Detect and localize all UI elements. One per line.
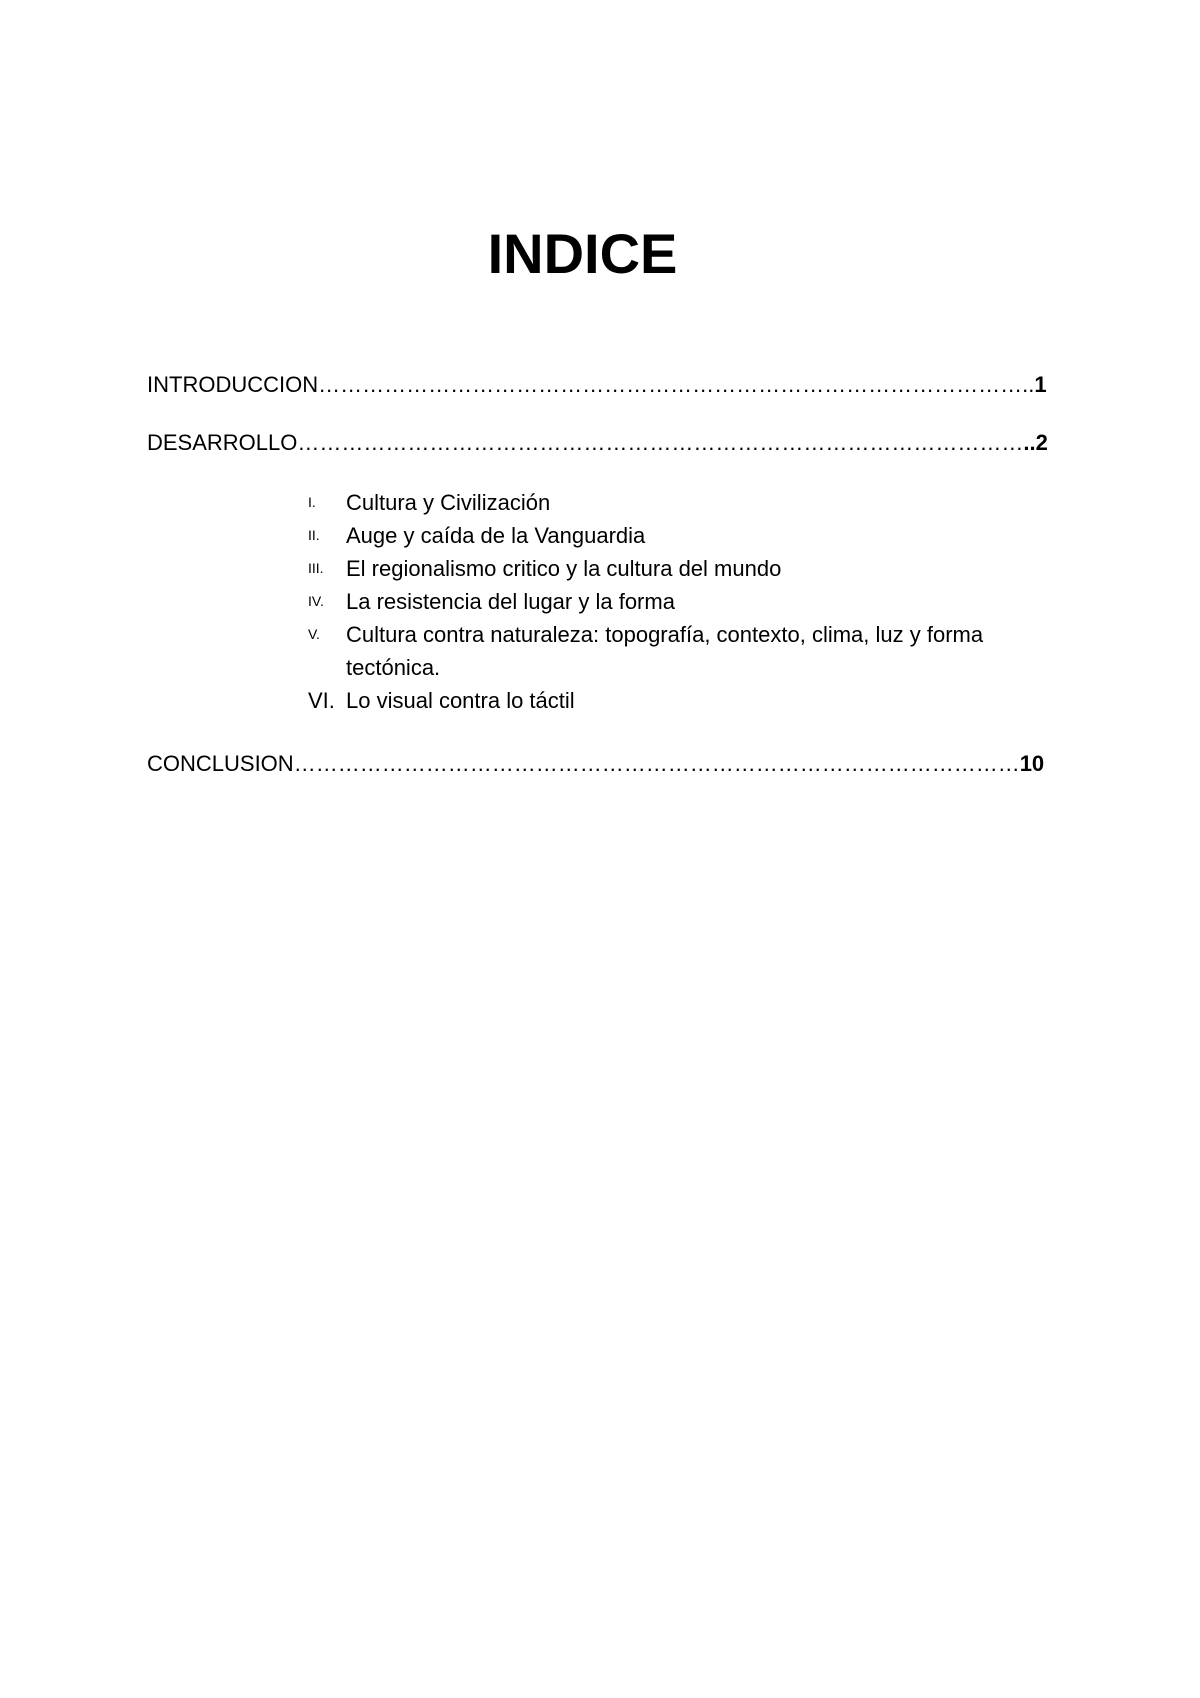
subsection-number: V. — [308, 626, 320, 642]
toc-page-number: 10 — [1019, 751, 1045, 776]
subsection-item — [308, 486, 1028, 519]
toc-entry-desarrollo — [147, 428, 1048, 458]
subsection-number: I. — [308, 494, 316, 510]
subsection-number: II. — [308, 527, 320, 543]
toc-entry-introduccion — [147, 370, 1047, 400]
subsection-item — [308, 585, 1028, 618]
subsection-title: Cultura contra naturaleza: topografía, contexto, clima, luz y forma tectónica. — [346, 622, 984, 680]
toc-entry-label: CONCLUSION — [147, 751, 294, 776]
subsection-item — [308, 552, 1028, 585]
toc-dot-leader: …………………………………………………………………………………….. — [318, 372, 1035, 397]
subsection-number: VI. — [308, 688, 335, 713]
toc-dot-leader: ……………………………………………………………………………………… — [293, 751, 1020, 776]
subsection-title: El regionalismo critico y la cultura del mundo — [346, 556, 782, 581]
subsection-title: Lo visual contra lo táctil — [346, 688, 575, 713]
toc-page-number: 1 — [1034, 372, 1047, 397]
desarrollo-subsection-list — [308, 486, 1028, 717]
subsection-number: III. — [308, 560, 324, 576]
toc-dot-leader: ……………………………………………………………………………………… — [297, 430, 1024, 455]
toc-entry-conclusion — [147, 749, 1045, 779]
subsection-item — [308, 519, 1028, 552]
subsection-item — [308, 618, 1028, 684]
page-title: INDICE — [487, 222, 678, 285]
subsection-title: Auge y caída de la Vanguardia — [346, 523, 646, 548]
subsection-title: La resistencia del lugar y la forma — [346, 589, 675, 614]
subsection-number: IV. — [308, 593, 324, 609]
subsection-title: Cultura y Civilización — [346, 490, 551, 515]
toc-entry-label: DESARROLLO — [147, 430, 298, 455]
toc-page-number: ..2 — [1023, 430, 1048, 455]
toc-entry-label: INTRODUCCION — [147, 372, 319, 397]
subsection-item — [308, 684, 1028, 717]
